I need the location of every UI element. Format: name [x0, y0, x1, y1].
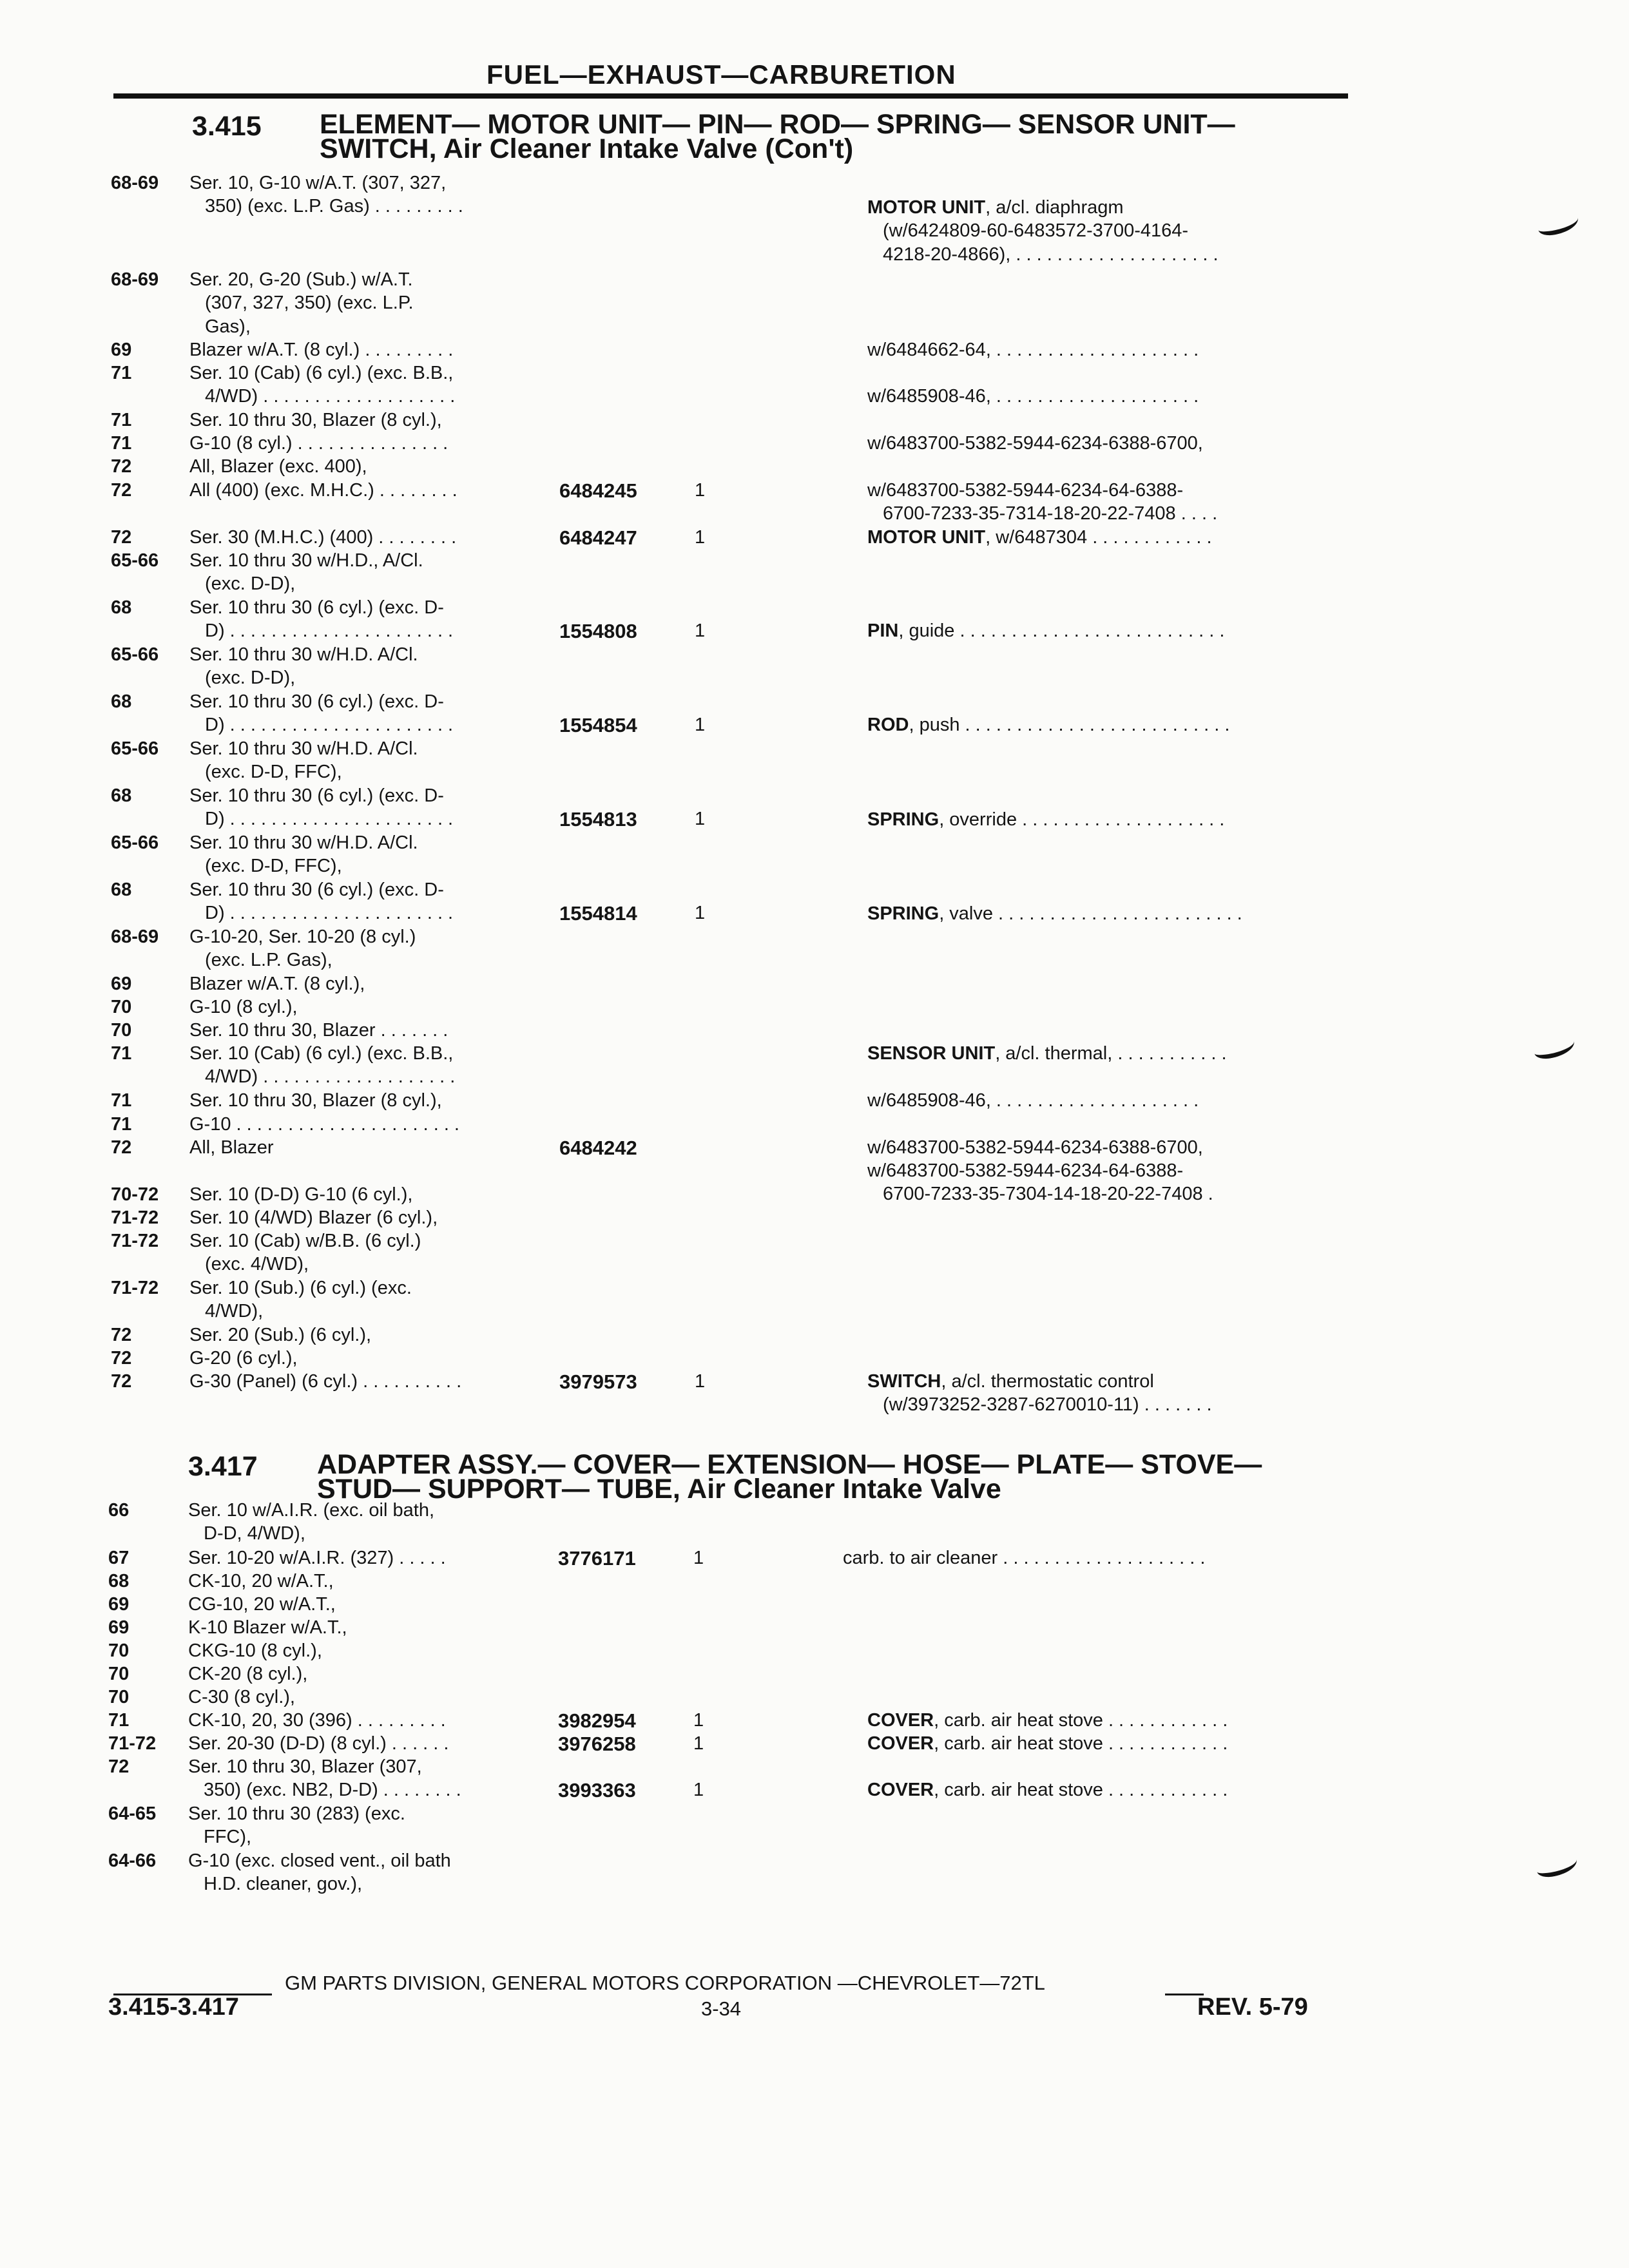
year-range: 69 [111, 974, 132, 994]
section-title-line-2: SWITCH, Air Cleaner Intake Valve (Con't) [320, 133, 854, 164]
part-number: 6484247 [559, 526, 637, 549]
quantity: 1 [695, 527, 706, 548]
part-description: SPRING, override . . . . . . . . . . . . . . . . . . . . [867, 809, 1225, 830]
application-text: Ser. 10 (Sub.) (6 cyl.) (exc. [189, 1278, 412, 1298]
quantity: 1 [695, 480, 706, 501]
year-range: 68-69 [111, 927, 159, 947]
margin-mark [1532, 1033, 1576, 1062]
application-text: D) . . . . . . . . . . . . . . . . . . . . . . [205, 903, 454, 924]
application-text: All (400) (exc. M.H.C.) . . . . . . . . [189, 480, 458, 501]
application-text: Ser. 10 thru 30 (6 cyl.) (exc. D- [189, 597, 444, 618]
year-range: 72 [111, 456, 132, 477]
year-range: 68-69 [111, 173, 159, 193]
application-text: CK-20 (8 cyl.), [188, 1664, 308, 1684]
part-description: COVER, carb. air heat stove . . . . . . . . . . . . [867, 1710, 1228, 1731]
year-range: 72 [111, 527, 132, 548]
application-text: 350) (exc. L.P. Gas) . . . . . . . . . [205, 196, 463, 217]
application-text: Blazer w/A.T. (8 cyl.), [189, 974, 365, 994]
application-text: Ser. 10 (Cab) (6 cyl.) (exc. B.B., [189, 363, 454, 383]
year-range: 71 [111, 433, 132, 454]
part-description: w/6483700-5382-5944-6234-64-6388- [867, 1160, 1184, 1181]
page-header-title: FUEL—EXHAUST—CARBURETION [487, 59, 956, 90]
application-text: 350) (exc. NB2, D-D) . . . . . . . . [204, 1780, 461, 1801]
part-description: w/6483700-5382-5944-6234-6388-6700, [867, 433, 1203, 454]
application-text: G-10-20, Ser. 10-20 (8 cyl.) [189, 927, 416, 947]
footer-page-number: 3-34 [701, 1997, 742, 2020]
application-text: 4/WD) . . . . . . . . . . . . . . . . . . . [205, 386, 456, 407]
year-range: 68-69 [111, 269, 159, 290]
year-range: 71 [111, 1043, 132, 1064]
application-text: (exc. D-D, FFC), [205, 762, 342, 783]
application-text: H.D. cleaner, gov.), [204, 1874, 363, 1895]
application-text: (exc. 4/WD), [205, 1254, 309, 1275]
quantity: 1 [693, 1548, 704, 1568]
margin-mark [1534, 1852, 1579, 1880]
year-range: 68 [111, 597, 132, 618]
application-text: (exc. D-D), [205, 573, 296, 595]
quantity: 1 [695, 903, 706, 924]
year-range: 71-72 [108, 1733, 157, 1754]
section-number: 3.415 [192, 111, 262, 142]
application-text: Ser. 10 thru 30 w/H.D., A/Cl. [189, 550, 423, 571]
year-range: 71 [111, 1090, 132, 1111]
application-text: CG-10, 20 w/A.T., [188, 1594, 336, 1615]
quantity: 1 [693, 1780, 704, 1801]
part-description: ROD, push . . . . . . . . . . . . . . . . . . . . . . . . . . [867, 715, 1230, 735]
application-text: Ser. 10 thru 30, Blazer . . . . . . . [189, 1020, 448, 1041]
year-range: 65-66 [111, 738, 159, 759]
footer-publisher: GM PARTS DIVISION, GENERAL MOTORS CORPORATION —CHEVROLET—72TL [285, 1972, 1045, 1994]
application-text: Gas), [205, 316, 251, 337]
part-number: 6484242 [559, 1137, 637, 1159]
part-description: w/6485908-46, . . . . . . . . . . . . . . . . . . . . [867, 386, 1199, 407]
application-text: Ser. 10 thru 30 w/H.D. A/Cl. [189, 738, 418, 759]
application-text: Ser. 10 thru 30 (6 cyl.) (exc. D- [189, 785, 444, 806]
section-title-line-1: ADAPTER ASSY.— COVER— EXTENSION— HOSE— PLATE— STOVE— [317, 1449, 1262, 1480]
application-text: Ser. 10 thru 30, Blazer (307, [188, 1756, 422, 1777]
part-description: carb. to air cleaner . . . . . . . . . . . . . . . . . . . . [843, 1548, 1206, 1568]
application-text: (exc. L.P. Gas), [205, 950, 333, 971]
year-range: 68 [111, 879, 132, 900]
application-text: Ser. 10 (Cab) (6 cyl.) (exc. B.B., [189, 1043, 454, 1064]
application-text: CK-10, 20, 30 (396) . . . . . . . . . [188, 1710, 446, 1731]
year-range: 71-72 [111, 1207, 159, 1228]
application-text: (exc. D-D), [205, 668, 296, 689]
quantity: 1 [695, 809, 706, 830]
part-number: 1554854 [559, 714, 637, 737]
year-range: 72 [111, 1348, 132, 1369]
application-text: Ser. 10 thru 30 (283) (exc. [188, 1803, 405, 1824]
year-range: 71 [108, 1710, 130, 1731]
year-range: 69 [111, 340, 132, 360]
application-text: Ser. 10, G-10 w/A.T. (307, 327, [189, 173, 447, 193]
part-description: SPRING, valve . . . . . . . . . . . . . . . . . . . . . . . . [867, 903, 1242, 924]
year-range: 68 [111, 785, 132, 806]
part-description: COVER, carb. air heat stove . . . . . . . . . . . . [867, 1780, 1228, 1800]
application-text: CK-10, 20 w/A.T., [188, 1571, 334, 1591]
application-text: (307, 327, 350) (exc. L.P. [205, 293, 414, 314]
year-range: 71 [111, 410, 132, 430]
part-description: w/6485908-46, . . . . . . . . . . . . . . . . . . . . [867, 1090, 1199, 1111]
year-range: 70 [111, 997, 132, 1017]
application-text: Ser. 10 w/A.I.R. (exc. oil bath, [188, 1500, 434, 1521]
part-number: 3976258 [558, 1733, 636, 1755]
application-text: Ser. 10 thru 30 w/H.D. A/Cl. [189, 644, 418, 665]
year-range: 71-72 [111, 1231, 159, 1251]
part-description: MOTOR UNIT, w/6487304 . . . . . . . . . . . . [867, 527, 1212, 548]
quantity: 1 [695, 620, 706, 642]
part-number: 6484245 [559, 479, 637, 502]
part-description: 6700-7233-35-7314-18-20-22-7408 . . . . [883, 503, 1218, 524]
part-number: 1554814 [559, 902, 637, 925]
part-description: (w/6424809-60-6483572-3700-4164- [883, 220, 1189, 242]
year-range: 65-66 [111, 644, 159, 665]
year-range: 71 [111, 363, 132, 383]
part-number: 3982954 [558, 1709, 636, 1732]
year-range: 70 [108, 1664, 130, 1684]
quantity: 1 [693, 1710, 704, 1731]
part-description: MOTOR UNIT, a/cl. diaphragm [867, 197, 1124, 218]
part-description: w/6484662-64, . . . . . . . . . . . . . . . . . . . . [867, 340, 1199, 360]
quantity: 1 [695, 1371, 706, 1392]
application-text: (exc. D-D, FFC), [205, 856, 342, 877]
part-description: COVER, carb. air heat stove . . . . . . . . . . . . [867, 1733, 1228, 1754]
year-range: 70 [111, 1020, 132, 1041]
application-text: FFC), [204, 1827, 252, 1848]
application-text: Ser. 10 thru 30 w/H.D. A/Cl. [189, 832, 418, 853]
application-text: All, Blazer (exc. 400), [189, 456, 367, 477]
year-range: 64-66 [108, 1850, 157, 1871]
application-text: 4/WD) . . . . . . . . . . . . . . . . . . . [205, 1066, 456, 1088]
footer-range: 3.415-3.417 [108, 1994, 239, 2021]
part-description: w/6483700-5382-5944-6234-6388-6700, [867, 1137, 1203, 1158]
application-text: G-10 (8 cyl.), [189, 997, 298, 1017]
year-range: 72 [111, 480, 132, 501]
section-title-line-1: ELEMENT— MOTOR UNIT— PIN— ROD— SPRING— SENSOR UNIT— [320, 109, 1235, 140]
application-text: G-10 (exc. closed vent., oil bath [188, 1850, 451, 1871]
header-rule [113, 93, 1348, 99]
year-range: 70 [108, 1687, 130, 1707]
year-range: 72 [111, 1137, 132, 1158]
application-text: Ser. 10-20 w/A.I.R. (327) . . . . . [188, 1548, 446, 1568]
footer-revision: REV. 5-79 [1197, 1994, 1308, 2021]
application-text: G-30 (Panel) (6 cyl.) . . . . . . . . . . [189, 1371, 462, 1392]
application-text: Ser. 30 (M.H.C.) (400) . . . . . . . . [189, 527, 457, 548]
year-range: 72 [111, 1325, 132, 1345]
section-title-line-2: STUD— SUPPORT— TUBE, Air Cleaner Intake Valve [317, 1474, 1001, 1504]
quantity: 1 [695, 715, 706, 736]
application-text: Ser. 10 thru 30, Blazer (8 cyl.), [189, 410, 442, 430]
part-number: 1554813 [559, 808, 637, 831]
part-description: PIN, guide . . . . . . . . . . . . . . . . . . . . . . . . . . [867, 620, 1225, 641]
application-text: 4/WD), [205, 1301, 264, 1322]
application-text: All, Blazer [189, 1137, 274, 1158]
year-range: 71-72 [111, 1278, 159, 1298]
margin-mark [1536, 210, 1580, 238]
application-text: G-10 . . . . . . . . . . . . . . . . . . . . . . [189, 1114, 459, 1135]
application-text: Ser. 10 (D-D) G-10 (6 cyl.), [189, 1184, 413, 1205]
year-range: 67 [108, 1548, 130, 1568]
part-description: SENSOR UNIT, a/cl. thermal, . . . . . . . . . . . [867, 1043, 1227, 1064]
year-range: 69 [108, 1617, 130, 1638]
year-range: 66 [108, 1500, 130, 1521]
section-number: 3.417 [188, 1451, 258, 1482]
application-text: CKG-10 (8 cyl.), [188, 1640, 322, 1661]
application-text: Ser. 10 (4/WD) Blazer (6 cyl.), [189, 1207, 438, 1228]
application-text: Ser. 10 thru 30 (6 cyl.) (exc. D- [189, 691, 444, 712]
year-range: 70 [108, 1640, 130, 1661]
application-text: G-10 (8 cyl.) . . . . . . . . . . . . . . . [189, 433, 448, 454]
application-text: G-20 (6 cyl.), [189, 1348, 298, 1369]
quantity: 1 [693, 1733, 704, 1754]
part-number: 3776171 [558, 1547, 636, 1570]
application-text: Ser. 20, G-20 (Sub.) w/A.T. [189, 269, 413, 290]
year-range: 69 [108, 1594, 130, 1615]
year-range: 70-72 [111, 1184, 159, 1205]
year-range: 68 [111, 691, 132, 712]
year-range: 72 [111, 1371, 132, 1392]
year-range: 71 [111, 1114, 132, 1135]
application-text: Ser. 20-30 (D-D) (8 cyl.) . . . . . . [188, 1733, 449, 1754]
part-description: 4218-20-4866), . . . . . . . . . . . . . . . . . . . . [883, 244, 1219, 265]
year-range: 65-66 [111, 832, 159, 853]
part-number: 3993363 [558, 1779, 636, 1802]
year-range: 68 [108, 1571, 130, 1591]
application-text: Ser. 20 (Sub.) (6 cyl.), [189, 1325, 372, 1345]
application-text: D) . . . . . . . . . . . . . . . . . . . . . . [205, 620, 454, 642]
application-text: Ser. 10 thru 30 (6 cyl.) (exc. D- [189, 879, 444, 900]
year-range: 65-66 [111, 550, 159, 571]
application-text: Blazer w/A.T. (8 cyl.) . . . . . . . . . [189, 340, 454, 360]
part-number: 3979573 [559, 1370, 637, 1393]
application-text: D) . . . . . . . . . . . . . . . . . . . . . . [205, 715, 454, 736]
application-text: D-D, 4/WD), [204, 1523, 305, 1544]
part-description: SWITCH, a/cl. thermostatic control [867, 1371, 1154, 1392]
application-text: D) . . . . . . . . . . . . . . . . . . . . . . [205, 809, 454, 830]
application-text: Ser. 10 (Cab) w/B.B. (6 cyl.) [189, 1231, 421, 1251]
year-range: 64-65 [108, 1803, 157, 1824]
application-text: K-10 Blazer w/A.T., [188, 1617, 347, 1638]
application-text: Ser. 10 thru 30, Blazer (8 cyl.), [189, 1090, 442, 1111]
part-number: 1554808 [559, 620, 637, 643]
year-range: 72 [108, 1756, 130, 1777]
part-description: w/6483700-5382-5944-6234-64-6388- [867, 480, 1184, 501]
part-description: (w/3973252-3287-6270010-11) . . . . . . . [883, 1394, 1212, 1416]
part-description: 6700-7233-35-7304-14-18-20-22-7408 . [883, 1184, 1213, 1205]
application-text: C-30 (8 cyl.), [188, 1687, 295, 1707]
